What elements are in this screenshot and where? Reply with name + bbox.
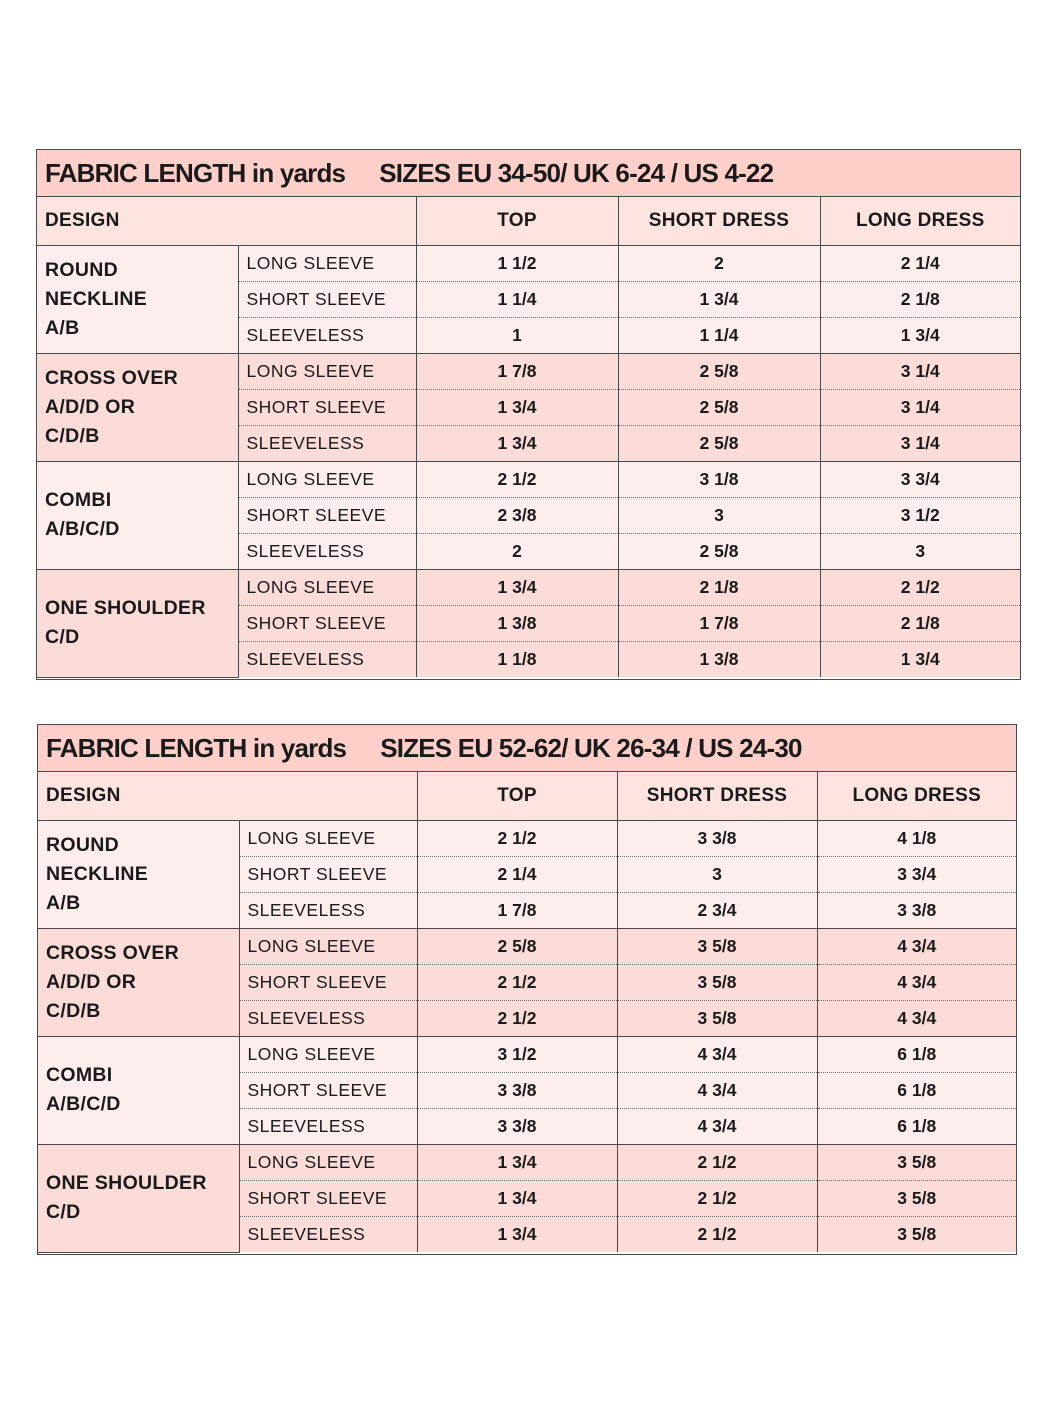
- table-body: [37, 245, 1020, 677]
- short-dress-yardage-cell: 2 1/2: [617, 1216, 817, 1252]
- top-yardage-cell: 1 1/4: [416, 281, 618, 317]
- table-row: [38, 1144, 1016, 1180]
- sleeve-type-cell: LONG SLEEVE: [239, 820, 417, 856]
- short-dress-yardage-cell: 2 5/8: [618, 353, 820, 389]
- sleeve-type-cell: LONG SLEEVE: [238, 245, 416, 281]
- table-title: FABRIC LENGTH in yards: [45, 157, 346, 188]
- sleeve-type-cell: LONG SLEEVE: [238, 353, 416, 389]
- short-dress-yardage-cell: 2 5/8: [618, 533, 820, 569]
- short-dress-yardage-cell: 3 5/8: [617, 928, 817, 964]
- fabric-table-small-sizes: [36, 149, 1021, 680]
- sleeve-type-cell: SLEEVELESS: [238, 533, 416, 569]
- short-dress-yardage-cell: 3: [617, 856, 817, 892]
- long-dress-yardage-cell: 2 1/8: [820, 281, 1020, 317]
- design-group-cell: ROUND NECKLINE A/B: [37, 245, 238, 353]
- top-yardage-cell: 3 3/8: [417, 1108, 617, 1144]
- short-dress-yardage-cell: 3 5/8: [617, 964, 817, 1000]
- table-row: [37, 245, 1020, 281]
- table-sizes: SIZES EU 52-62/ UK 26-34 / US 24-30: [380, 732, 802, 763]
- top-yardage-cell: 1 3/4: [416, 425, 618, 461]
- short-dress-yardage-cell: 4 3/4: [617, 1108, 817, 1144]
- header-short-dress: SHORT DRESS: [617, 772, 817, 820]
- design-group-cell: ONE SHOULDER C/D: [38, 1144, 239, 1252]
- top-yardage-cell: 1 3/8: [416, 605, 618, 641]
- top-yardage-cell: 1 3/4: [416, 389, 618, 425]
- top-yardage-cell: 2 1/4: [417, 856, 617, 892]
- top-yardage-cell: 1 7/8: [416, 353, 618, 389]
- design-group-cell: COMBI A/B/C/D: [37, 461, 238, 569]
- short-dress-yardage-cell: 2 1/8: [618, 569, 820, 605]
- table-row: [38, 928, 1016, 964]
- long-dress-yardage-cell: 2 1/4: [820, 245, 1020, 281]
- sleeve-type-cell: SHORT SLEEVE: [238, 281, 416, 317]
- design-group-cell: CROSS OVER A/D/D OR C/D/B: [37, 353, 238, 461]
- long-dress-yardage-cell: 3 3/4: [817, 856, 1016, 892]
- sleeve-type-cell: LONG SLEEVE: [238, 461, 416, 497]
- top-yardage-cell: 3 1/2: [417, 1036, 617, 1072]
- top-yardage-cell: 1 3/4: [417, 1216, 617, 1252]
- top-yardage-cell: 2 5/8: [417, 928, 617, 964]
- short-dress-yardage-cell: 2 1/2: [617, 1144, 817, 1180]
- sleeve-type-cell: SLEEVELESS: [239, 1000, 417, 1036]
- long-dress-yardage-cell: 3 1/4: [820, 353, 1020, 389]
- fabric-table-large-sizes: [37, 724, 1017, 1255]
- top-yardage-cell: 2 1/2: [417, 820, 617, 856]
- long-dress-yardage-cell: 1 3/4: [820, 317, 1020, 353]
- top-yardage-cell: 2 3/8: [416, 497, 618, 533]
- short-dress-yardage-cell: 3 3/8: [617, 820, 817, 856]
- sleeve-type-cell: SHORT SLEEVE: [238, 389, 416, 425]
- long-dress-yardage-cell: 3 1/4: [820, 389, 1020, 425]
- table-title-bar: [38, 725, 1016, 772]
- table-row: [37, 353, 1020, 389]
- top-yardage-cell: 3 3/8: [417, 1072, 617, 1108]
- header-long-dress: LONG DRESS: [820, 197, 1020, 245]
- top-yardage-cell: 1 1/8: [416, 641, 618, 677]
- sleeve-type-cell: SHORT SLEEVE: [239, 1072, 417, 1108]
- long-dress-yardage-cell: 4 3/4: [817, 1000, 1016, 1036]
- table-row: [37, 461, 1020, 497]
- short-dress-yardage-cell: 1 3/8: [618, 641, 820, 677]
- table-row: [37, 569, 1020, 605]
- top-yardage-cell: 1 3/4: [416, 569, 618, 605]
- long-dress-yardage-cell: 3 5/8: [817, 1144, 1016, 1180]
- sleeve-type-cell: SLEEVELESS: [239, 1216, 417, 1252]
- design-group-cell: ROUND NECKLINE A/B: [38, 820, 239, 928]
- top-yardage-cell: 2 1/2: [417, 1000, 617, 1036]
- long-dress-yardage-cell: 3 5/8: [817, 1216, 1016, 1252]
- short-dress-yardage-cell: 2 1/2: [617, 1180, 817, 1216]
- sleeve-type-cell: SLEEVELESS: [238, 317, 416, 353]
- long-dress-yardage-cell: 6 1/8: [817, 1072, 1016, 1108]
- fabric-table: [37, 197, 1020, 678]
- long-dress-yardage-cell: 3 3/4: [820, 461, 1020, 497]
- short-dress-yardage-cell: 3 1/8: [618, 461, 820, 497]
- long-dress-yardage-cell: 4 1/8: [817, 820, 1016, 856]
- top-yardage-cell: 1 3/4: [417, 1144, 617, 1180]
- sleeve-type-cell: LONG SLEEVE: [239, 1036, 417, 1072]
- top-yardage-cell: 1 7/8: [417, 892, 617, 928]
- sleeve-type-cell: SHORT SLEEVE: [239, 964, 417, 1000]
- design-group-cell: CROSS OVER A/D/D OR C/D/B: [38, 928, 239, 1036]
- short-dress-yardage-cell: 2: [618, 245, 820, 281]
- long-dress-yardage-cell: 3 5/8: [817, 1180, 1016, 1216]
- sleeve-type-cell: SHORT SLEEVE: [239, 856, 417, 892]
- table-row: [38, 820, 1016, 856]
- short-dress-yardage-cell: 3 5/8: [617, 1000, 817, 1036]
- sleeve-type-cell: SLEEVELESS: [239, 892, 417, 928]
- header-top: TOP: [416, 197, 618, 245]
- short-dress-yardage-cell: 2 5/8: [618, 389, 820, 425]
- short-dress-yardage-cell: 1 3/4: [618, 281, 820, 317]
- long-dress-yardage-cell: 4 3/4: [817, 964, 1016, 1000]
- header-short-dress: SHORT DRESS: [618, 197, 820, 245]
- long-dress-yardage-cell: 3 1/2: [820, 497, 1020, 533]
- long-dress-yardage-cell: 3: [820, 533, 1020, 569]
- top-yardage-cell: 1: [416, 317, 618, 353]
- sleeve-type-cell: SHORT SLEEVE: [238, 497, 416, 533]
- design-group-cell: COMBI A/B/C/D: [38, 1036, 239, 1144]
- top-yardage-cell: 2 1/2: [417, 964, 617, 1000]
- short-dress-yardage-cell: 2 5/8: [618, 425, 820, 461]
- header-design: DESIGN: [38, 772, 417, 820]
- long-dress-yardage-cell: 3 3/8: [817, 892, 1016, 928]
- top-yardage-cell: 1 3/4: [417, 1180, 617, 1216]
- table-title: FABRIC LENGTH in yards: [46, 732, 347, 763]
- sleeve-type-cell: SLEEVELESS: [239, 1108, 417, 1144]
- sleeve-type-cell: LONG SLEEVE: [239, 928, 417, 964]
- sleeve-type-cell: LONG SLEEVE: [239, 1144, 417, 1180]
- header-design: DESIGN: [37, 197, 416, 245]
- long-dress-yardage-cell: 6 1/8: [817, 1036, 1016, 1072]
- table-sizes: SIZES EU 34-50/ UK 6-24 / US 4-22: [379, 157, 774, 188]
- table-row: [38, 1036, 1016, 1072]
- sleeve-type-cell: SLEEVELESS: [238, 425, 416, 461]
- long-dress-yardage-cell: 4 3/4: [817, 928, 1016, 964]
- short-dress-yardage-cell: 4 3/4: [617, 1072, 817, 1108]
- sleeve-type-cell: LONG SLEEVE: [238, 569, 416, 605]
- long-dress-yardage-cell: 1 3/4: [820, 641, 1020, 677]
- table-title-bar: [37, 150, 1020, 197]
- long-dress-yardage-cell: 3 1/4: [820, 425, 1020, 461]
- long-dress-yardage-cell: 2 1/8: [820, 605, 1020, 641]
- short-dress-yardage-cell: 4 3/4: [617, 1036, 817, 1072]
- long-dress-yardage-cell: 6 1/8: [817, 1108, 1016, 1144]
- header-long-dress: LONG DRESS: [817, 772, 1016, 820]
- sleeve-type-cell: SHORT SLEEVE: [239, 1180, 417, 1216]
- short-dress-yardage-cell: 1 7/8: [618, 605, 820, 641]
- fabric-table: [38, 772, 1016, 1253]
- top-yardage-cell: 1 1/2: [416, 245, 618, 281]
- table-body: [38, 820, 1016, 1252]
- long-dress-yardage-cell: 2 1/2: [820, 569, 1020, 605]
- top-yardage-cell: 2: [416, 533, 618, 569]
- header-top: TOP: [417, 772, 617, 820]
- short-dress-yardage-cell: 3: [618, 497, 820, 533]
- short-dress-yardage-cell: 1 1/4: [618, 317, 820, 353]
- sleeve-type-cell: SHORT SLEEVE: [238, 605, 416, 641]
- top-yardage-cell: 2 1/2: [416, 461, 618, 497]
- short-dress-yardage-cell: 2 3/4: [617, 892, 817, 928]
- design-group-cell: ONE SHOULDER C/D: [37, 569, 238, 677]
- sleeve-type-cell: SLEEVELESS: [238, 641, 416, 677]
